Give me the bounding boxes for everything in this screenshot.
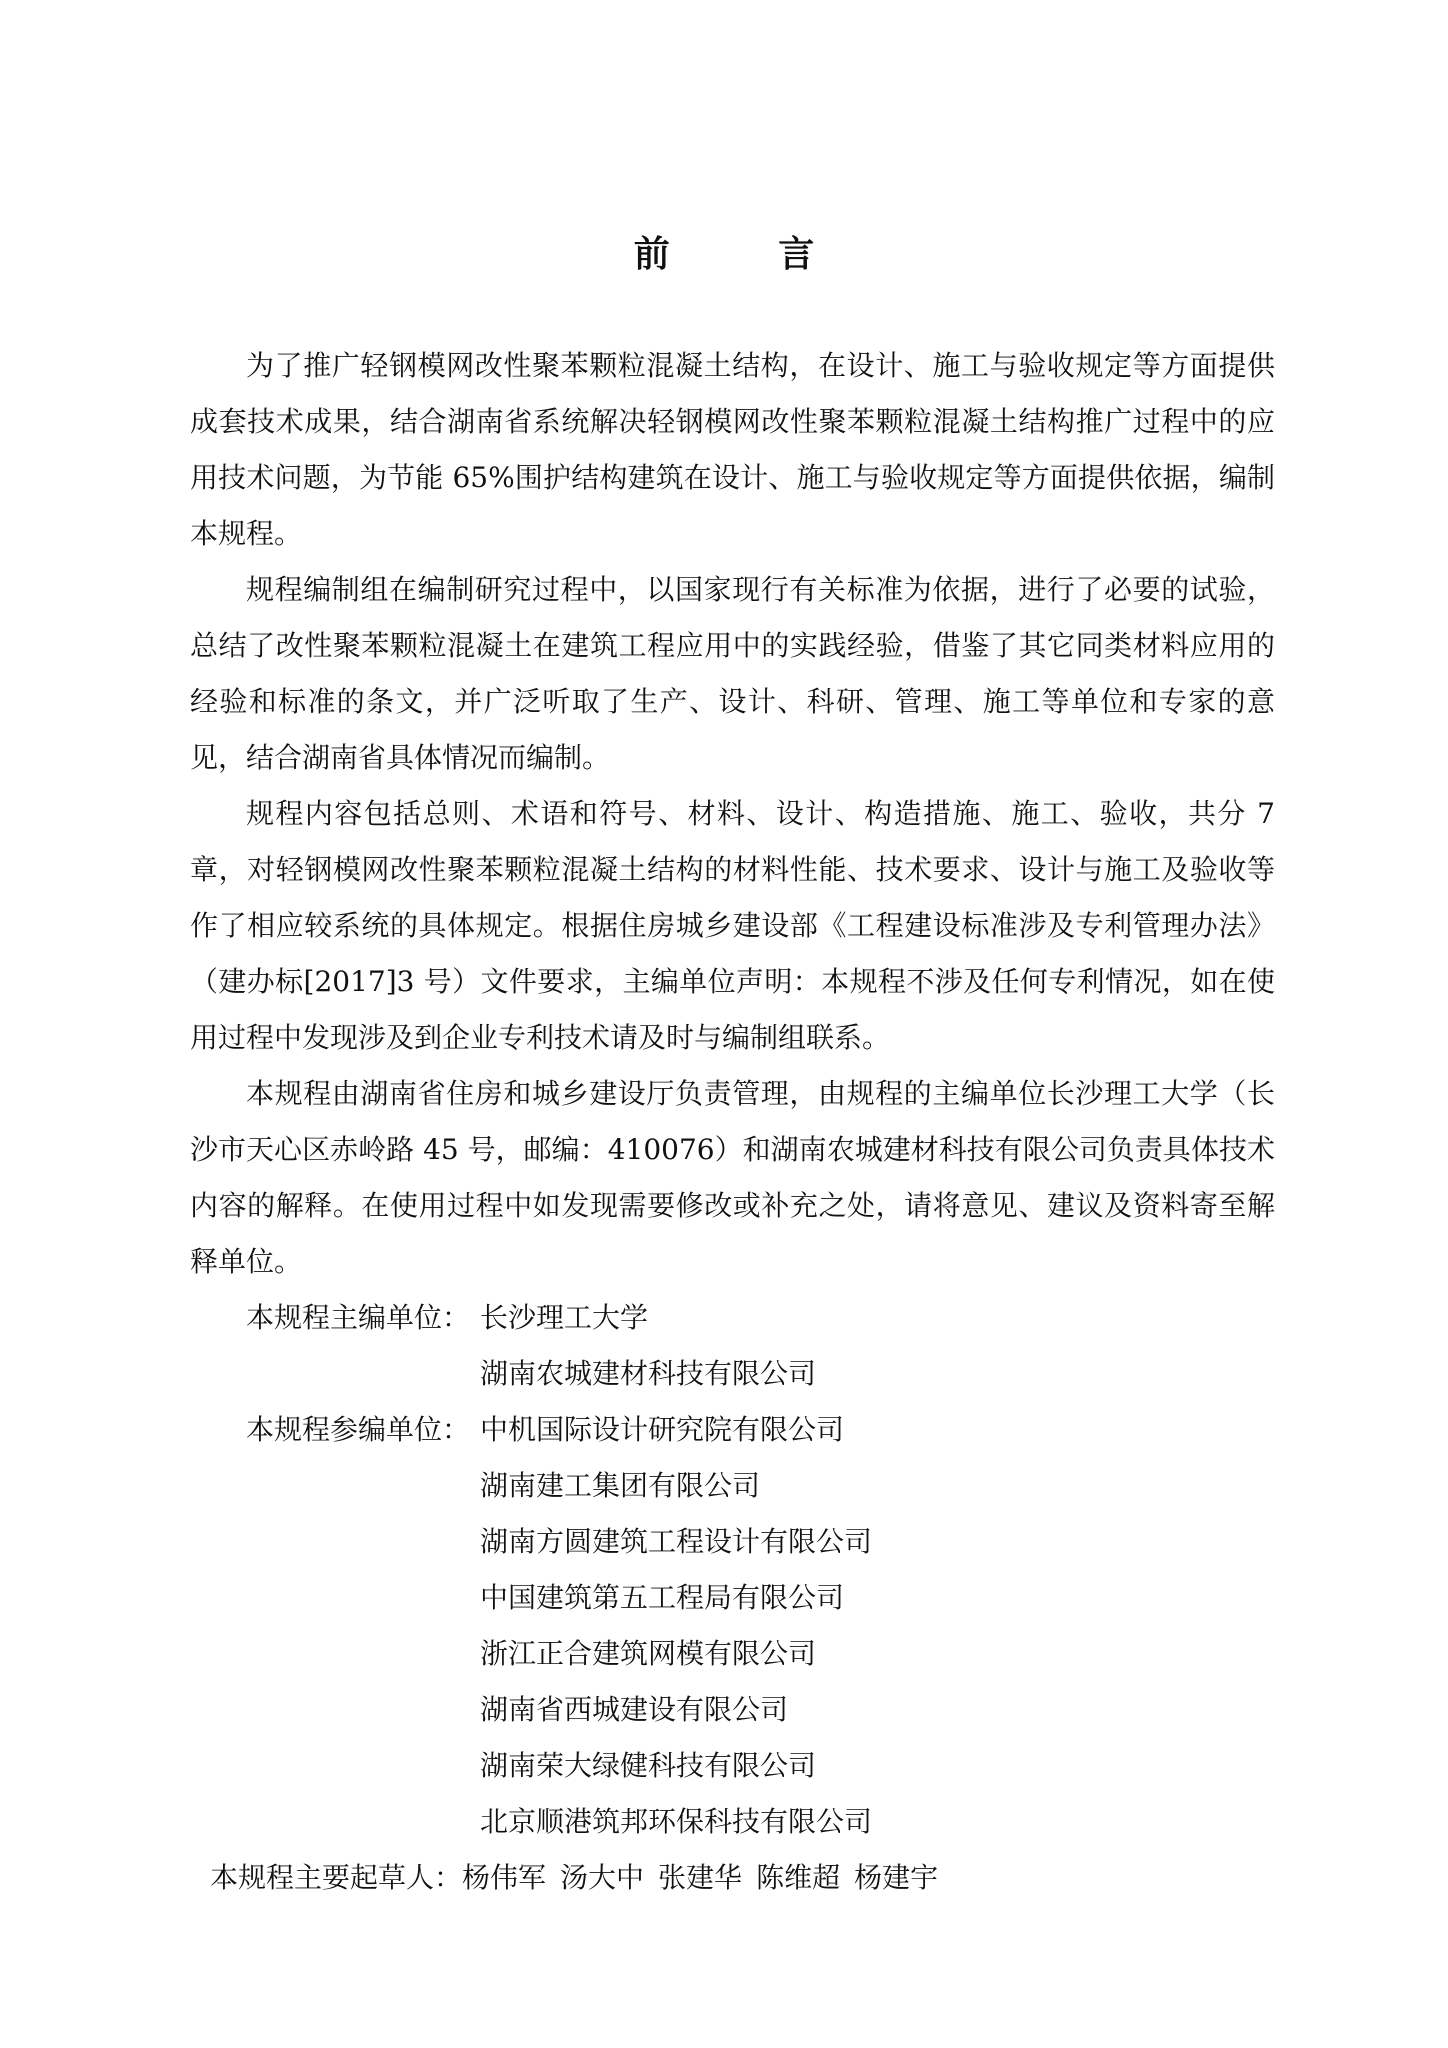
drafter-name: 汤大中 <box>560 1861 645 1894</box>
participating-unit-row <box>190 1682 1275 1738</box>
participating-unit-row <box>190 1738 1275 1794</box>
participating-unit-row <box>190 1458 1275 1514</box>
paragraph-compilation: 规程编制组在编制研究过程中，以国家现行有关标准为依据，进行了必要的试验，总结了改性聚苯颗粒混凝土在建筑工程应用中的实践经验，借鉴了其它同类材料应用的经验和标准的条文，并广泛听取了生产、设计、科研、管理、施工等单位和专家的意见，结合湖南省具体情况而编制。 <box>190 573 1275 774</box>
chief-units-block <box>190 1290 1275 1402</box>
chief-unit-name: 湖南农城建材科技有限公司 <box>480 1357 817 1390</box>
drafters-row <box>180 1850 1275 1906</box>
paragraph-contents: 规程内容包括总则、术语和符号、材料、设计、构造措施、施工、验收，共分 7 章，对轻钢模网改性聚苯颗粒混凝土结构的材料性能、技术要求、设计与施工及验收等作了相应较系统的具体规定。根据住房城乡建设部《工程建设标准涉及专利管理办法》（建办标[2017]3 号）文件要求，主编单位声明：本规程不涉及任何专利情况，如在使用过程中发现涉及到企业专利技术请及时与编制组联系。 <box>190 797 1275 1054</box>
paragraph-purpose: 为了推广轻钢模网改性聚苯颗粒混凝土结构，在设计、施工与验收规定等方面提供成套技术成果，结合湖南省系统解决轻钢模网改性聚苯颗粒混凝土结构推广过程中的应用技术问题，为节能 65%围护结构建筑在设计、施工与验收规定等方面提供依据，编制本规程。 <box>190 349 1275 550</box>
chief-units-label: 本规程主编单位： <box>246 1301 471 1334</box>
participating-unit-name: 浙江正合建筑网模有限公司 <box>480 1637 817 1670</box>
chief-unit-name: 长沙理工大学 <box>480 1301 649 1334</box>
drafter-name: 张建华 <box>658 1861 743 1894</box>
participating-unit-name: 湖南建工集团有限公司 <box>480 1469 761 1502</box>
drafters-label: 本规程主要起草人： <box>210 1861 463 1894</box>
participating-units-block <box>190 1402 1275 1850</box>
participating-unit-name: 湖南省西城建设有限公司 <box>480 1693 789 1726</box>
participating-unit-row <box>190 1794 1275 1850</box>
participating-units-label: 本规程参编单位： <box>246 1413 471 1446</box>
chief-unit-row <box>190 1346 1275 1402</box>
participating-unit-row <box>190 1514 1275 1570</box>
drafter-name: 陈维超 <box>756 1861 841 1894</box>
participating-unit-row <box>190 1570 1275 1626</box>
drafter-name: 杨伟军 <box>462 1861 547 1894</box>
drafter-name: 杨建宇 <box>854 1861 939 1894</box>
participating-unit-name: 湖南荣大绿健科技有限公司 <box>480 1749 817 1782</box>
participating-unit-name: 北京顺港筑邦环保科技有限公司 <box>480 1805 873 1838</box>
participating-unit-name: 湖南方圆建筑工程设计有限公司 <box>480 1525 873 1558</box>
participating-unit-name: 中机国际设计研究院有限公司 <box>480 1413 845 1446</box>
chief-unit-row <box>190 1290 1275 1346</box>
foreword-body <box>190 338 1275 1906</box>
participating-unit-row <box>190 1626 1275 1682</box>
participating-unit-name: 中国建筑第五工程局有限公司 <box>480 1581 845 1614</box>
page-title: 前 言 <box>633 233 863 275</box>
paragraph-management: 本规程由湖南省住房和城乡建设厅负责管理，由规程的主编单位长沙理工大学（长沙市天心区赤岭路 45 号，邮编：410076）和湖南农城建材科技有限公司负责具体技术内容的解释。在使用过程中如发现需要修改或补充之处，请将意见、建议及资料寄至解释单位。 <box>190 1077 1275 1278</box>
participating-unit-row <box>190 1402 1275 1458</box>
